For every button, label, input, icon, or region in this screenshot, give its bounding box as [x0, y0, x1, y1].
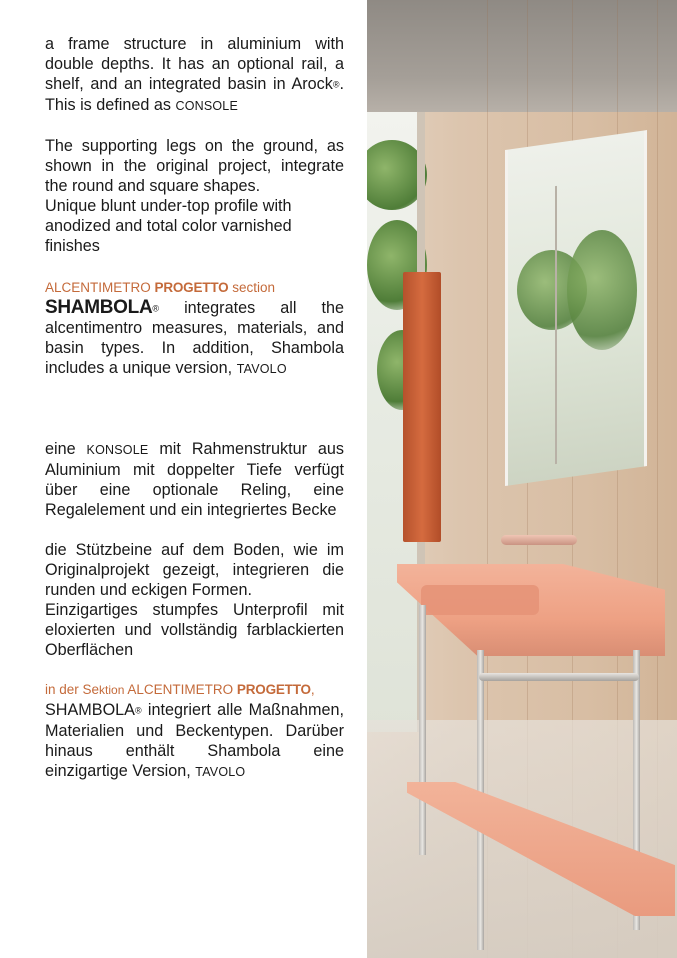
en-paragraph-shambola: SHAMBOLA® integrates all the alcentimentro measures, materials, and basin types. In addition, Shambola includes a unique version, TAVOLO: [45, 296, 344, 378]
de-paragraph-shambola: SHAMBOLA® integriert alle Maßnahmen, Materialien und Beckentypen. Darüber hinaus enthält Shambola eine einzigartige Version, TAVOLO: [45, 701, 344, 781]
console-leg: [419, 605, 426, 855]
integrated-basin: [421, 585, 539, 615]
mirror-divider: [555, 186, 557, 464]
term-konsole: KONSOLE: [86, 443, 149, 458]
term-tavolo: TAVOLO: [236, 362, 287, 377]
en-paragraph-profile: Unique blunt under-top profile with anodized and total color varnished finishes: [45, 196, 292, 255]
en-paragraph-console: a frame structure in aluminium with double depths. It has an optional rail, a shelf, and an integrated basin in Arock®. This is defined as CONSOLE: [45, 35, 344, 114]
brand-name-de: SHAMBOLA: [45, 701, 135, 720]
de-paragraph-konsole: eine KONSOLE mit Rahmenstruktur aus Aluminium mit doppelter Tiefe verfügt über eine optionale Reling, eine Regalelement und ein integriertes Becke: [45, 440, 345, 520]
de-paragraph-profile: Einzigartiges stumpfes Unterprofil mit eloxierten und vollständig farblackierten Oberflächen: [45, 601, 344, 660]
de-section-heading: in der Sektion ALCENTIMETRO PROGETTO,: [45, 682, 315, 698]
text-column: [45, 34, 344, 782]
en-section-heading: ALCENTIMETRO PROGETTO section: [45, 279, 275, 295]
mirror-reflection-foliage: [567, 230, 637, 350]
towel-rail: [479, 673, 639, 681]
wall-tap: [501, 535, 577, 545]
photo-ceiling: [367, 0, 677, 112]
term-tavolo-de: TAVOLO: [195, 765, 246, 780]
de-paragraph-legs: die Stützbeine auf dem Boden, wie im Originalprojekt gezeigt, integrieren die runden und eckigen Formen.: [45, 541, 344, 600]
term-console: CONSOLE: [175, 98, 238, 113]
brand-name: SHAMBOLA: [45, 296, 153, 318]
en-paragraph-legs: The supporting legs on the ground, as shown in the original project, integrate the round and square shapes.: [45, 136, 344, 195]
product-photo: [367, 0, 677, 958]
orange-towel: [403, 272, 441, 542]
